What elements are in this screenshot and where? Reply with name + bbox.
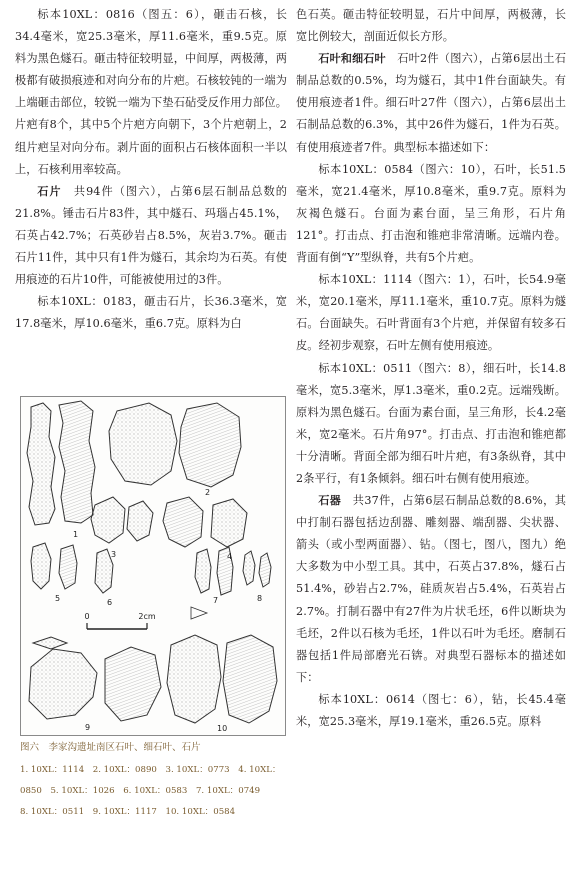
paragraph-continued: 色石英。砸击特征较明显，石片中间厚，两极薄，长宽比例较大，剖面近似长方形。 bbox=[296, 8, 566, 44]
caption-line-3: 8. 10XL：0511 9. 10XL：1117 10. 10XL：0584 bbox=[20, 807, 236, 817]
artifact-5 bbox=[31, 543, 51, 589]
paragraph-flakes-text: 共94件（图六），占第6层石制品总数的21.8%。锤击石片83件，其中燧石、玛瑙占45.1%，石英占42.7%；石英砂岩占8.5%，灰岩3.7%。砸击石片11件，其中只有1件为燧石，其余均为石英。有使用痕迹的石片10件，可能被使用过的3件。 bbox=[15, 184, 288, 287]
section-lead-blades: 石叶和细石叶 bbox=[318, 52, 386, 66]
section-lead-flakes: 石片 bbox=[37, 184, 62, 198]
paragraph-blades-text: 石叶2件（图六），占第6层出土石制品总数的0.5%，均为燧石，其中1件台面缺失。有使用痕迹者1件。细石叶27件（图六），占第6层出土石制品总数的6.3%，其中26件为燧石，1件为石英。有使用痕迹者7件。典型标本描述如下： bbox=[296, 52, 566, 154]
section-lead-tools: 石器 bbox=[318, 494, 342, 508]
figure-caption bbox=[20, 740, 284, 823]
artifact-small-flake bbox=[33, 637, 67, 649]
artifact-3-view-b bbox=[127, 501, 153, 541]
right-column bbox=[296, 4, 566, 733]
artifact-2-view-a bbox=[109, 403, 177, 485]
artifact-4-view-a bbox=[163, 497, 203, 547]
paragraph-core-specimen: 标本10XL：0816（图五：6），砸击石核，长34.4毫米，宽25.3毫米，厚11.6毫米，重9.5克。原料为黑色燧石。砸击特征较明显，中间厚，两极薄，两极都有破损痕迹和对向分布的片疤。石核较钝的一端为上端砸击部位，较锐一端为下垫石砧受反作用力部位。片疤有8个，其中5个片疤方向朝下，3个片疤朝上，2组片疤呈对向分布。剥片面的面积占石核体面积一半以上，石核利用率较高。 bbox=[15, 8, 287, 176]
paragraph-drill-0614: 标本10XL：0614（图七：6），钻，长45.4毫米，宽25.3毫米，厚19.1毫米，重26.5克。原料 bbox=[296, 692, 566, 728]
paragraph-blade-0584: 标本10XL：0584（图六：10），石叶，长51.5毫米，宽21.4毫米，厚10.8毫米，重9.7克。原料为灰褐色燧石。台面为素台面，呈三角形，石片角121°。打击点、打击泡和锥疤非常清晰。远端内卷。背面有倒“Y”型纵脊，共有5个片疤。 bbox=[296, 162, 566, 265]
artifact-2-view-b bbox=[179, 403, 241, 487]
artifact-illustration bbox=[21, 397, 285, 735]
artifact-4-view-b bbox=[211, 499, 247, 547]
artifact-9-view-b bbox=[105, 647, 161, 721]
fig-label-6: 6 bbox=[107, 598, 113, 607]
artifact-8-view-a bbox=[243, 551, 255, 585]
caption-line-1: 1. 10XL：1114 2. 10XL：0890 3. 10XL：0773 4. 10XL： bbox=[20, 765, 281, 775]
scale-zero-label: 0 bbox=[84, 612, 90, 621]
caption-list bbox=[20, 760, 284, 823]
artifact-8-view-b bbox=[259, 553, 271, 587]
paragraph-bladelet-0511: 标本10XL：0511（图六：8），细石叶，长14.8毫米，宽5.3毫米，厚1.3毫米，重0.2克。远端残断。原料为黑色燧石。台面为素台面，呈三角形，长4.2毫米，宽2毫米。石片角97°。打击点、打击泡和锥疤都十分清晰。背面全部为细石叶片疤，有3条纵脊，其中2条平行，有1条倾斜。细石叶右侧有使用痕迹。 bbox=[296, 361, 566, 485]
artifact-3-view-a bbox=[91, 497, 125, 543]
paragraph-flakes bbox=[15, 181, 287, 291]
artifact-10-view-a bbox=[167, 635, 221, 723]
caption-line-2: 0850 5. 10XL：1026 6. 10XL：0583 7. 10XL：0749 bbox=[20, 786, 261, 796]
artifact-1-view-b bbox=[59, 401, 95, 523]
fig-label-7: 7 bbox=[213, 596, 219, 605]
fig-label-4: 4 bbox=[227, 552, 233, 561]
fig-label-10: 10 bbox=[217, 724, 228, 733]
artifact-7-view-a bbox=[195, 549, 211, 593]
section-marker bbox=[191, 607, 207, 619]
paragraph-blades bbox=[296, 48, 566, 158]
artifact-10-view-b bbox=[223, 635, 277, 723]
fig-label-2: 2 bbox=[205, 488, 211, 497]
fig-label-9: 9 bbox=[85, 723, 91, 732]
fig-label-5: 5 bbox=[55, 594, 61, 603]
artifact-1-view-a bbox=[27, 403, 55, 525]
scale-unit-label: 2cm bbox=[138, 612, 156, 621]
paragraph-tools-text: 共37件，占第6层石制品总数的8.6%，其中打制石器包括边刮器、雕刻器、端刮器、尖状器、箭头（或小型两面器）、钻。（图七，图八，图九）绝大多数为中小型工具。其中，石英占37.8%，燧石占51.4%，砂岩占2.7%，硅质灰岩占5.4%，石英岩占2.7%。打制石器中有27件为片状毛坯，6件以断块为毛坯，2件以石核为毛坯，1件以石叶为毛坯。磨制石器包括1件局部磨光石锛。对典型石器标本的描述如下： bbox=[296, 494, 566, 684]
paragraph-blade-1114: 标本10XL：1114（图六：1），石叶，长54.9毫米，宽20.1毫米，厚11.1毫米，重10.7克。原料为燧石。台面缺失。石叶背面有3个片疤，并保留有较多石皮。经初步观察，石叶左侧有使用痕迹。 bbox=[296, 273, 566, 353]
paragraph-tools bbox=[296, 490, 566, 689]
caption-title: 图六 李家沟遗址南区石叶、细石叶、石片 bbox=[20, 742, 201, 753]
figure-6-artifact-drawings bbox=[20, 396, 286, 736]
left-column bbox=[15, 4, 287, 335]
fig-label-1: 1 bbox=[73, 530, 79, 539]
artifact-9-view-a bbox=[29, 649, 97, 719]
fig-label-3: 3 bbox=[111, 550, 117, 559]
artifact-5-view-b bbox=[59, 545, 77, 589]
fig-label-8: 8 bbox=[257, 594, 263, 603]
paragraph-flake-specimen: 标本10XL：0183，砸击石片，长36.3毫米，宽17.8毫米，厚10.6毫米，重6.7克。原料为白 bbox=[15, 295, 287, 331]
scale-bar bbox=[84, 612, 155, 629]
